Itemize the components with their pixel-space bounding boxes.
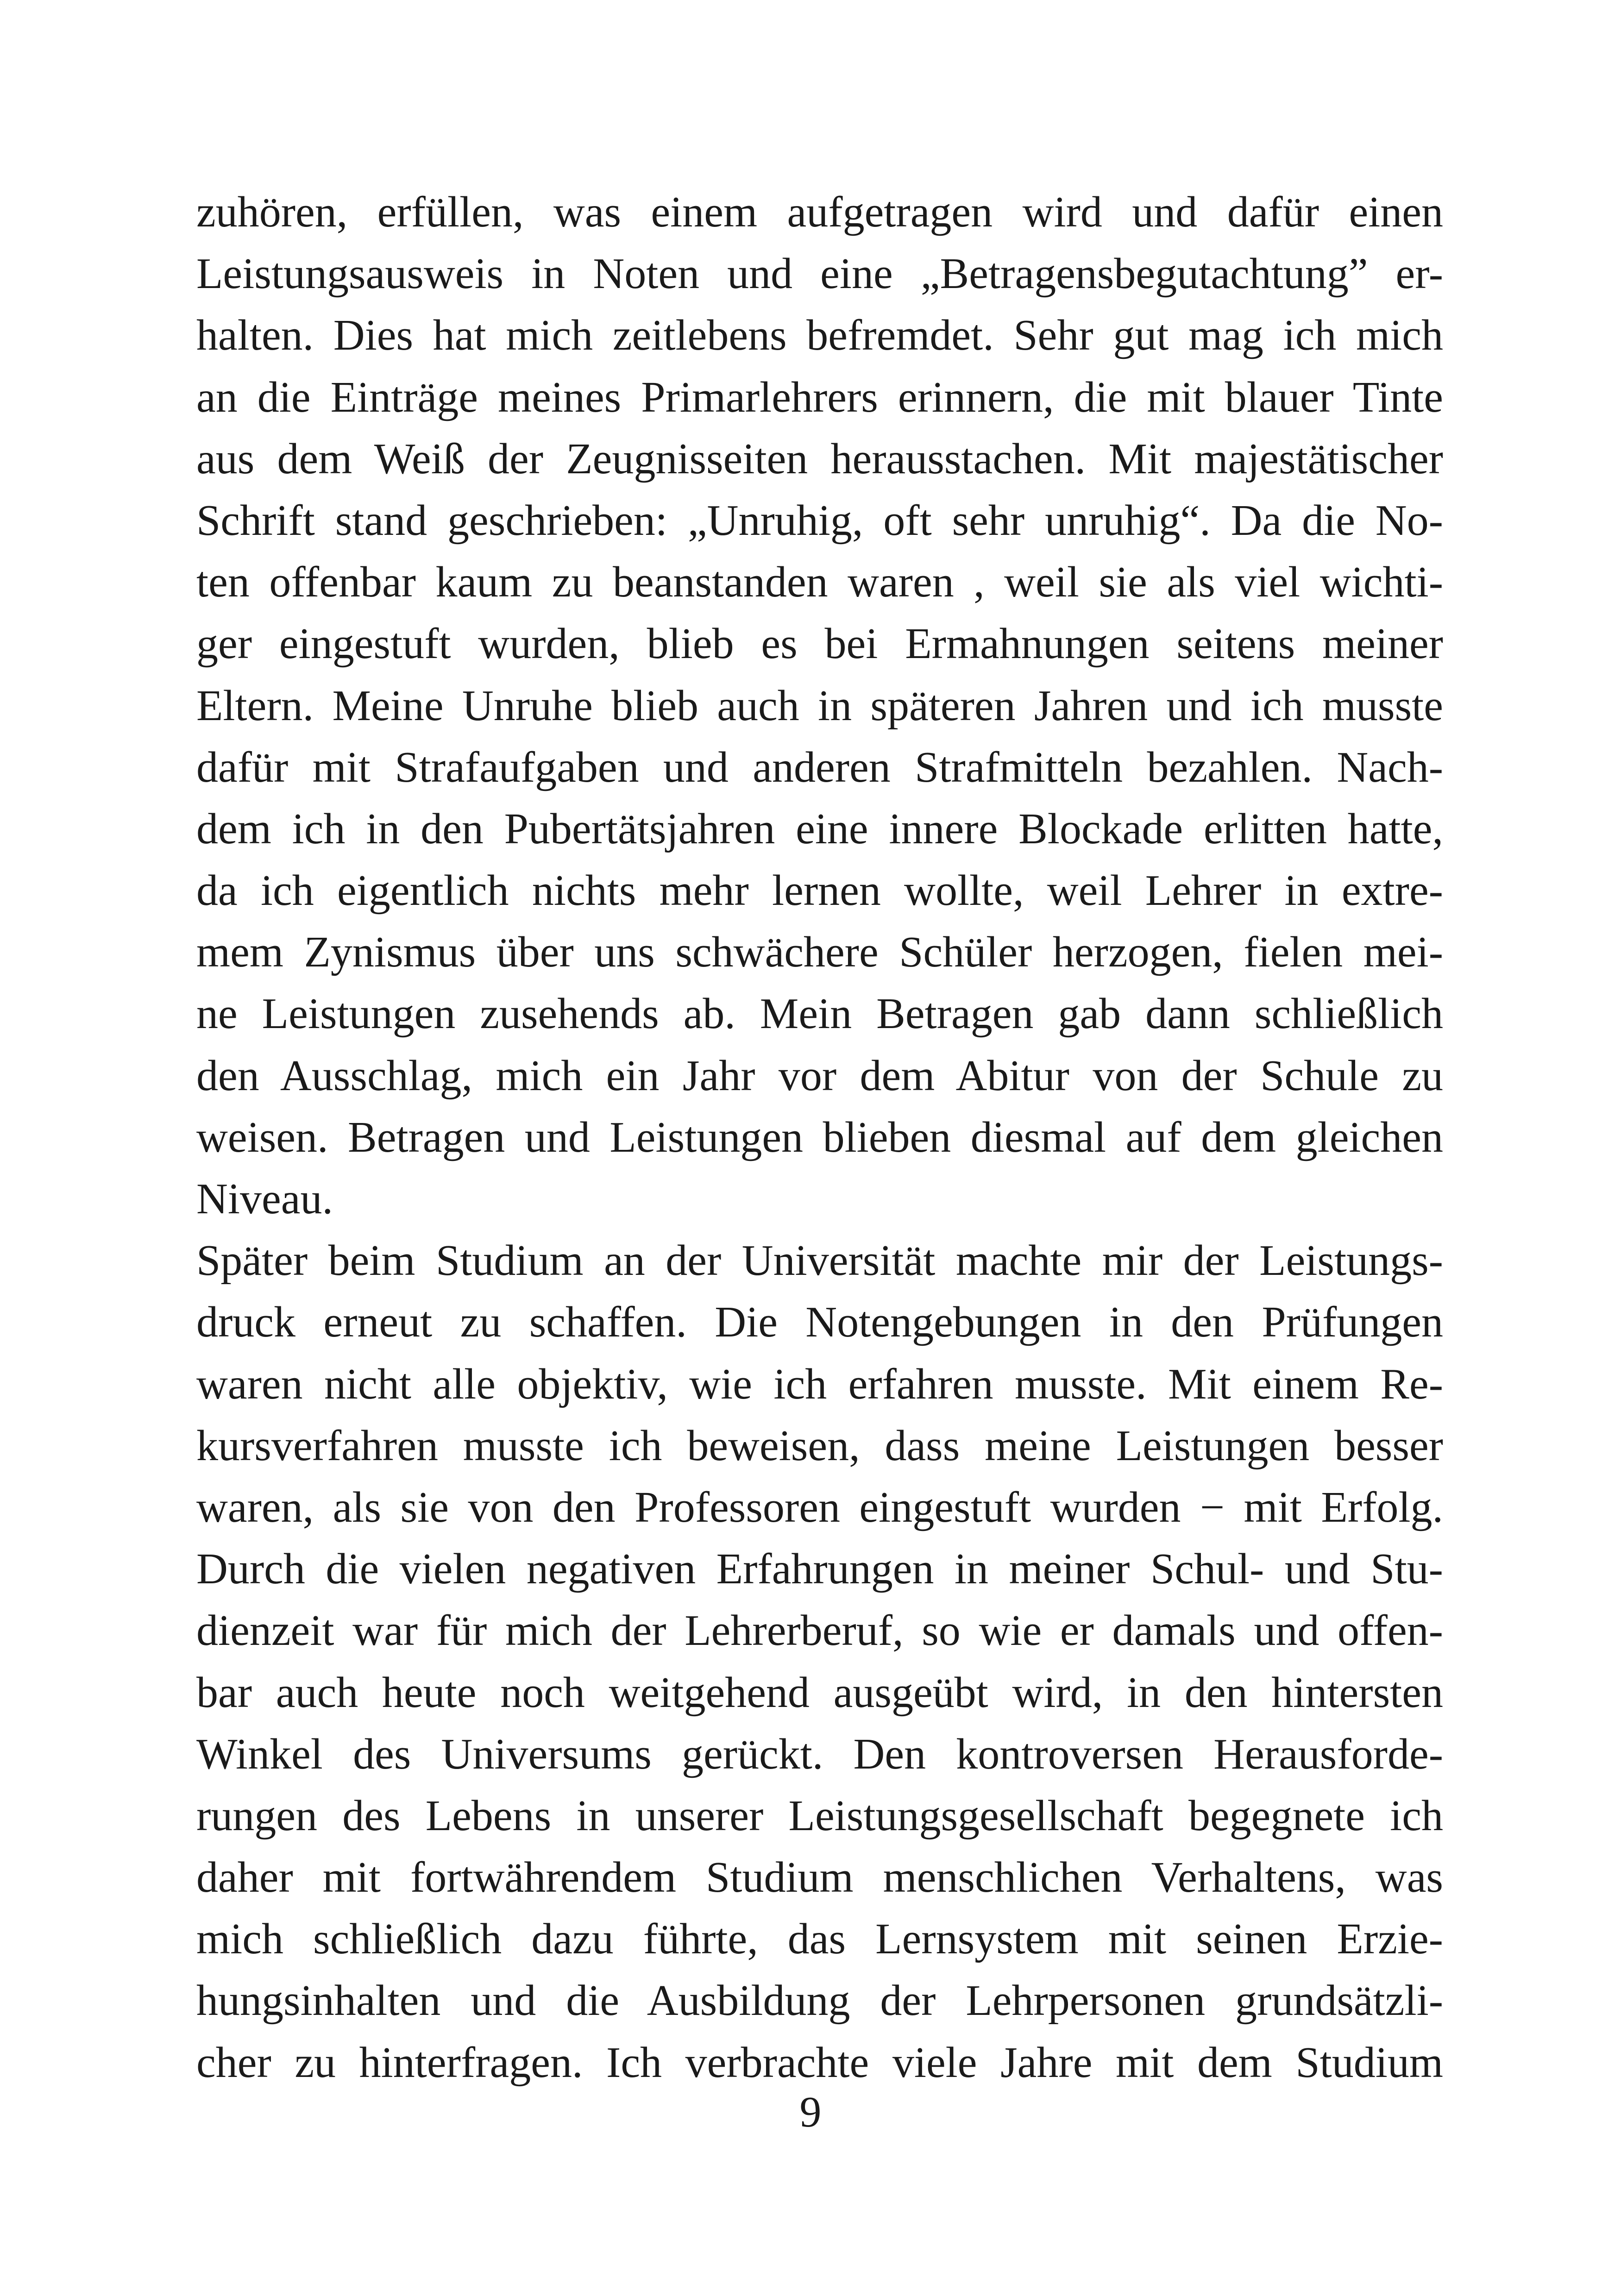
body-text [196, 182, 1443, 2094]
text-line: aus dem Weiß der Zeugnisseiten herausstachen. Mit majestätischer [196, 434, 1443, 483]
text-line: Leistungsausweis in Noten und eine „Betragensbegutachtung” er- [196, 250, 1443, 298]
text-line: ne Leistungen zusehends ab. Mein Betragen gab dann schließlich [196, 990, 1443, 1038]
text-line: dienzeit war für mich der Lehrerberuf, so wie er damals und offen- [196, 1606, 1443, 1655]
text-line: waren nicht alle objektiv, wie ich erfahren musste. Mit einem Re- [196, 1360, 1443, 1408]
text-line: mem Zynismus über uns schwächere Schüler herzogen, fielen mei- [196, 928, 1443, 977]
text-line: dem ich in den Pubertätsjahren eine innere Blockade erlitten hatte, [196, 804, 1443, 853]
text-line: halten. Dies hat mich zeitlebens befremdet. Sehr gut mag ich mich [196, 311, 1443, 360]
text-line: Winkel des Universums gerückt. Den kontroversen Herausforde- [196, 1730, 1443, 1778]
text-line: bar auch heute noch weitgehend ausgeübt wird, in den hintersten [196, 1668, 1443, 1717]
text-line: hungsinhalten und die Ausbildung der Lehrpersonen grundsätzli- [196, 1976, 1443, 2025]
text-line: an die Einträge meines Primarlehrers erinnern, die mit blauer Tinte [196, 373, 1443, 421]
text-line: weisen. Betragen und Leistungen blieben diesmal auf dem gleichen [196, 1113, 1443, 1161]
text-line: Durch die vielen negativen Erfahrungen in meiner Schul- und Stu- [196, 1545, 1443, 1593]
text-line: dafür mit Strafaufgaben und anderen Strafmitteln bezahlen. Nach- [196, 743, 1443, 791]
text-line: druck erneut zu schaffen. Die Notengebungen in den Prüfungen [196, 1298, 1443, 1347]
text-line: zuhören, erfüllen, was einem aufgetragen wird und dafür einen [196, 188, 1443, 236]
text-line: daher mit fortwährendem Studium menschlichen Verhaltens, was [196, 1853, 1443, 1902]
text-line: rungen des Lebens in unserer Leistungsgesellschaft begegnete ich [196, 1791, 1443, 1840]
text-line: waren, als sie von den Professoren eingestuft wurden − mit Erfolg. [196, 1483, 1443, 1531]
text-line: mich schließlich dazu führte, das Lernsystem mit seinen Erzie- [196, 1915, 1443, 1964]
text-line: Später beim Studium an der Universität machte mir der Leistungs- [196, 1236, 1443, 1285]
text-line: Niveau. [196, 1175, 333, 1223]
text-line: Schrift stand geschrieben: „Unruhig, oft sehr unruhig“. Da die No- [196, 496, 1443, 545]
text-line: ten offenbar kaum zu beanstanden waren , weil sie als viel wichti- [196, 558, 1443, 607]
text-line: cher zu hinterfragen. Ich verbrachte viele Jahre mit dem Studium [196, 2038, 1443, 2087]
text-line: Eltern. Meine Unruhe blieb auch in späteren Jahren und ich musste [196, 681, 1443, 730]
text-line: da ich eigentlich nichts mehr lernen wollte, weil Lehrer in extre- [196, 866, 1443, 915]
page-number: 9 [799, 2088, 822, 2136]
text-line: kursverfahren musste ich beweisen, dass meine Leistungen besser [196, 1421, 1443, 1470]
text-line: ger eingestuft wurden, blieb es bei Ermahnungen seitens meiner [196, 620, 1443, 668]
text-line: den Ausschlag, mich ein Jahr vor dem Abitur von der Schule zu [196, 1051, 1443, 1100]
